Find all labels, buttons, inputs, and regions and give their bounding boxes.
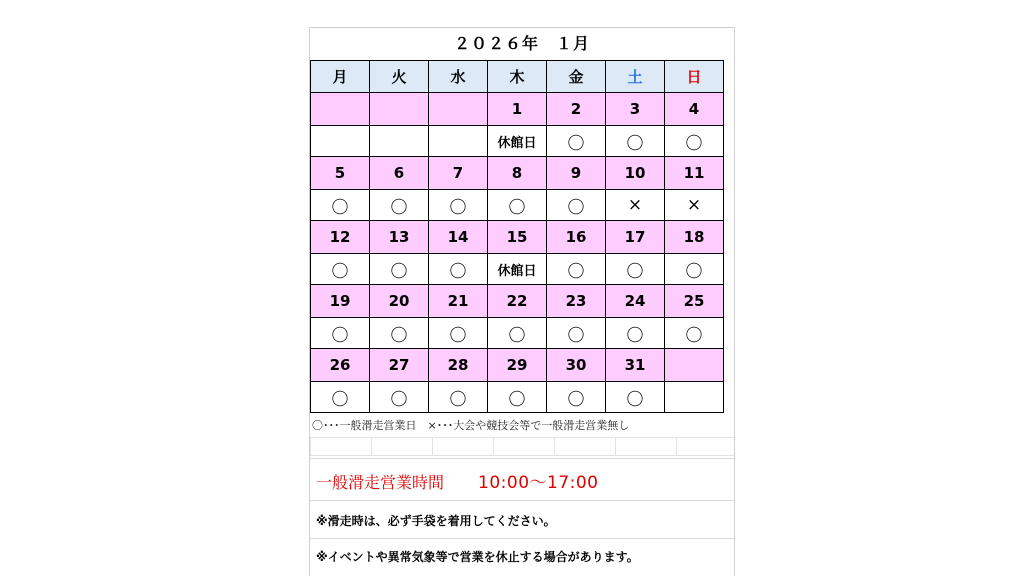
weekday-mon: 月 [311, 61, 370, 93]
status-cell-open: 〇 [311, 318, 370, 349]
week-4-dates [311, 285, 724, 318]
status-cell-open: 〇 [311, 382, 370, 413]
week-5-dates [311, 349, 724, 382]
status-cell-open: 〇 [665, 318, 724, 349]
status-cell-open: 〇 [488, 318, 547, 349]
date-cell: 25 [665, 285, 724, 318]
calendar-title: ２０２６年 １月 [453, 34, 590, 53]
date-cell: 9 [547, 157, 606, 190]
status-cell-open: 〇 [547, 254, 606, 285]
weekday-tue: 火 [370, 61, 429, 93]
date-cell [429, 93, 488, 126]
week-4-status [311, 318, 724, 349]
status-cell-open: 〇 [429, 318, 488, 349]
date-cell: 3 [606, 93, 665, 126]
status-cell-open: 〇 [606, 126, 665, 157]
status-cell-open: 〇 [606, 254, 665, 285]
weekday-fri: 金 [547, 61, 606, 93]
status-cell-open: 〇 [547, 190, 606, 221]
status-cell [429, 126, 488, 157]
date-cell: 22 [488, 285, 547, 318]
date-cell: 13 [370, 221, 429, 254]
divider [310, 500, 734, 501]
divider [310, 538, 734, 539]
date-cell: 2 [547, 93, 606, 126]
date-cell: 28 [429, 349, 488, 382]
date-cell: 21 [429, 285, 488, 318]
status-cell-open: 〇 [488, 382, 547, 413]
weekday-header-row [311, 61, 724, 93]
date-cell [665, 349, 724, 382]
status-cell-open: 〇 [429, 254, 488, 285]
week-1-status [311, 126, 724, 157]
date-cell: 1 [488, 93, 547, 126]
date-cell: 11 [665, 157, 724, 190]
weekday-wed: 水 [429, 61, 488, 93]
weekday-sun: 日 [665, 61, 724, 93]
week-5-status [311, 382, 724, 413]
date-cell: 14 [429, 221, 488, 254]
status-cell-open: 〇 [488, 190, 547, 221]
status-cell-open: 〇 [665, 254, 724, 285]
date-cell: 19 [311, 285, 370, 318]
date-cell [311, 93, 370, 126]
date-cell: 7 [429, 157, 488, 190]
date-cell: 16 [547, 221, 606, 254]
status-cell-open: 〇 [547, 318, 606, 349]
status-cell [311, 126, 370, 157]
status-cell-open: 〇 [311, 190, 370, 221]
date-cell: 15 [488, 221, 547, 254]
date-cell: 17 [606, 221, 665, 254]
date-cell: 4 [665, 93, 724, 126]
week-3-dates [311, 221, 724, 254]
date-cell: 26 [311, 349, 370, 382]
date-cell: 23 [547, 285, 606, 318]
date-cell: 12 [311, 221, 370, 254]
date-cell: 29 [488, 349, 547, 382]
status-cell-no-session: × [606, 190, 665, 221]
business-hours-time: 10:00～17:00 [478, 473, 599, 493]
status-cell-open: 〇 [429, 190, 488, 221]
divider [310, 458, 734, 459]
date-cell [370, 93, 429, 126]
date-cell: 8 [488, 157, 547, 190]
business-hours [316, 468, 599, 493]
week-2-status [311, 190, 724, 221]
status-cell-open: 〇 [370, 190, 429, 221]
date-cell: 6 [370, 157, 429, 190]
status-cell [370, 126, 429, 157]
week-1-dates [311, 93, 724, 126]
note-closure: ※イベントや異常気象等で営業を休止する場合があります。 [316, 550, 639, 564]
legend-text: 〇･･･一般滑走営業日 ×･･･大会や競技会等で一般滑走営業無し [312, 419, 630, 432]
status-cell-open: 〇 [370, 382, 429, 413]
date-cell: 31 [606, 349, 665, 382]
status-cell-open: 〇 [606, 318, 665, 349]
calendar-table [310, 60, 724, 413]
date-cell: 27 [370, 349, 429, 382]
date-cell: 18 [665, 221, 724, 254]
date-cell: 5 [311, 157, 370, 190]
week-3-status [311, 254, 724, 285]
status-cell-closed: 休館日 [488, 126, 547, 157]
date-cell: 10 [606, 157, 665, 190]
status-cell-open: 〇 [429, 382, 488, 413]
status-cell-open: 〇 [547, 126, 606, 157]
date-cell: 20 [370, 285, 429, 318]
status-cell-open: 〇 [370, 318, 429, 349]
status-cell-closed: 休館日 [488, 254, 547, 285]
business-hours-label: 一般滑走営業時間 [316, 473, 445, 492]
status-cell [665, 382, 724, 413]
weekday-sat: 土 [606, 61, 665, 93]
status-cell-open: 〇 [370, 254, 429, 285]
status-cell-open: 〇 [547, 382, 606, 413]
date-cell: 30 [547, 349, 606, 382]
status-cell-open: 〇 [311, 254, 370, 285]
empty-grid-row [310, 437, 734, 456]
week-2-dates [311, 157, 724, 190]
weekday-thu: 木 [488, 61, 547, 93]
status-cell-no-session: × [665, 190, 724, 221]
date-cell: 24 [606, 285, 665, 318]
calendar-sheet [309, 27, 735, 576]
status-cell-open: 〇 [606, 382, 665, 413]
status-cell-open: 〇 [665, 126, 724, 157]
note-gloves: ※滑走時は、必ず手袋を着用してください。 [316, 514, 556, 528]
